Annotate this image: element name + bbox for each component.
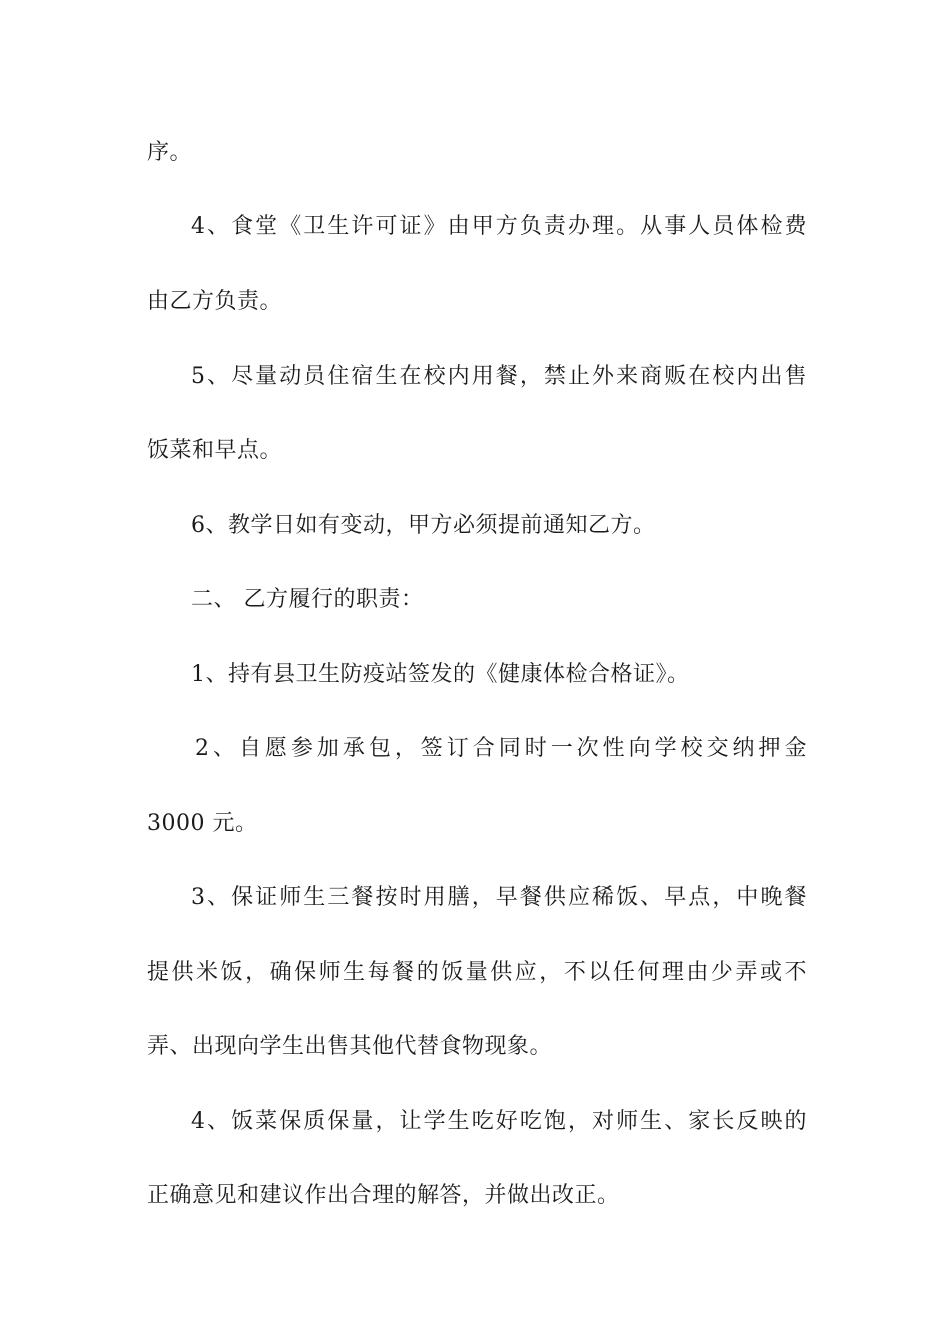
text-line-10: 3000 元。 bbox=[147, 811, 258, 836]
text-line-3: 由乙方负责。 bbox=[147, 289, 283, 314]
text-line-12: 提供米饭，确保师生每餐的饭量供应，不以任何理由少弄或不 bbox=[147, 960, 807, 985]
section-heading: 二、 乙方履行的职责： bbox=[191, 587, 424, 612]
text-line-1: 序。 bbox=[147, 140, 193, 165]
text-line-4: 5、尽量动员住宿生在校内用餐，禁止外来商贩在校内出售 bbox=[191, 364, 807, 389]
text-line-13: 弄、出现向学生出售其他代替食物现象。 bbox=[147, 1034, 553, 1059]
text-line-15: 正确意见和建议作出合理的解答，并做出改正。 bbox=[147, 1183, 620, 1208]
text-line-14: 4、饭菜保质保量，让学生吃好吃饱，对师生、家长反映的 bbox=[191, 1109, 807, 1134]
text-line-6: 6、教学日如有变动，甲方必须提前通知乙方。 bbox=[191, 513, 656, 538]
text-line-9: 2、自愿参加承包，签订合同时一次性向学校交纳押金 bbox=[195, 736, 807, 761]
text-line-2: 4、食堂《卫生许可证》由甲方负责办理。从事人员体检费 bbox=[191, 214, 807, 239]
text-line-11: 3、保证师生三餐按时用膳，早餐供应稀饭、早点，中晚餐 bbox=[191, 885, 807, 910]
text-line-5: 饭菜和早点。 bbox=[147, 438, 283, 463]
text-line-8: 1、持有县卫生防疫站签发的《健康体检合格证》。 bbox=[191, 662, 690, 687]
